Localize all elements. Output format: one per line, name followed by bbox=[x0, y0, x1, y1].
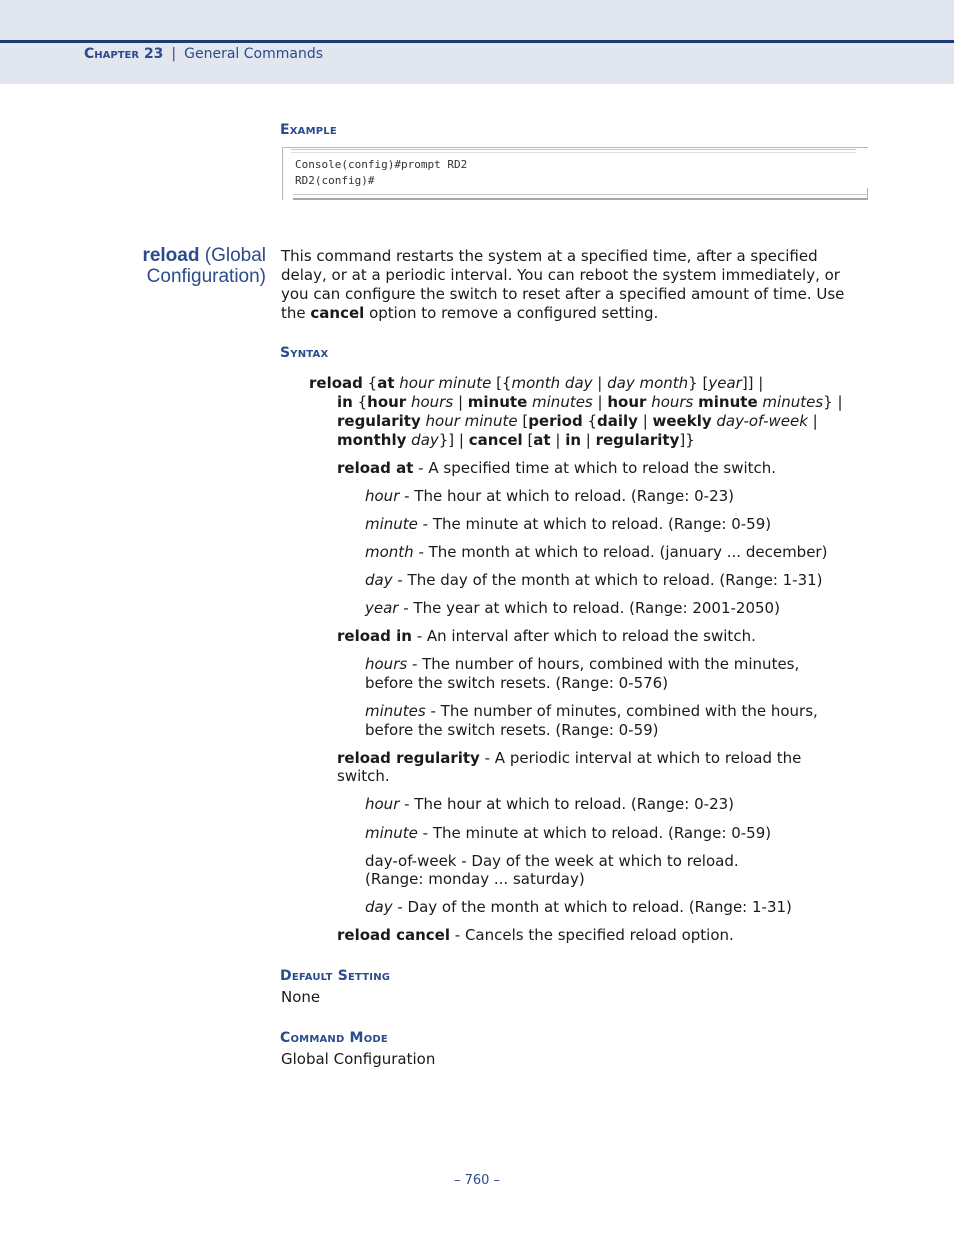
description-line: the cancel option to remove a configured setting. bbox=[281, 304, 659, 322]
param-description: - The month at which to reload. (january ... december) bbox=[413, 543, 828, 561]
chapter-label: Chapter 23 bbox=[84, 46, 164, 62]
code-example-box bbox=[282, 147, 868, 200]
param-description: - The minute at which to reload. (Range: 0-59) bbox=[417, 515, 772, 533]
header-separator: | bbox=[171, 46, 177, 62]
param-item-continued: before the switch resets. (Range: 0-576) bbox=[365, 674, 669, 692]
param-keyword: reload at bbox=[337, 459, 414, 477]
description-line: This command restarts the system at a specified time, after a specified bbox=[281, 247, 818, 265]
default-setting-heading: Default Setting bbox=[280, 968, 391, 984]
command-title bbox=[142, 245, 266, 287]
param-description: - A periodic interval at which to reload the bbox=[479, 749, 802, 767]
param-item bbox=[365, 898, 792, 917]
param-description: - The number of hours, combined with the minutes, bbox=[407, 655, 800, 673]
param-description: - The year at which to reload. (Range: 2001-2050) bbox=[398, 599, 780, 617]
param-description: - The hour at which to reload. (Range: 0-23) bbox=[399, 487, 735, 505]
param-description: - The minute at which to reload. (Range: 0-59) bbox=[417, 824, 772, 842]
reload-cancel-item bbox=[337, 926, 734, 945]
syntax-heading: Syntax bbox=[280, 345, 329, 361]
param-name: minute bbox=[365, 515, 418, 533]
code-box-top-rule bbox=[291, 149, 856, 153]
code-line: Console(config)#prompt RD2 bbox=[295, 158, 468, 171]
param-item bbox=[365, 599, 780, 618]
section-label: General Commands bbox=[184, 46, 324, 62]
param-item bbox=[365, 487, 734, 506]
param-description: - The day of the month at which to reload. (Range: 1-31) bbox=[392, 571, 823, 589]
param-description: - Cancels the specified reload option. bbox=[450, 926, 734, 944]
command-mode-value: Global Configuration bbox=[281, 1050, 436, 1068]
param-name: month bbox=[365, 543, 414, 561]
param-keyword: reload regularity bbox=[337, 749, 480, 767]
description-line: delay, or at a periodic interval. You can reboot the system immediately, or bbox=[281, 266, 840, 284]
description-line: you can configure the switch to reset after a specified amount of time. Use bbox=[281, 285, 845, 303]
param-item bbox=[365, 824, 771, 843]
param-name: minute bbox=[365, 824, 418, 842]
param-name: day bbox=[365, 898, 393, 916]
param-item-continued: switch. bbox=[337, 767, 390, 785]
syntax-line: regularity hour minute [period {daily | weekly day-of-week | bbox=[337, 412, 818, 430]
param-name: hour bbox=[365, 795, 400, 813]
param-description: - Day of the month at which to reload. (Range: 1-31) bbox=[392, 898, 792, 916]
syntax-line: reload {at hour minute [{month day | day month} [year]] | bbox=[309, 374, 764, 392]
command-mode-heading: Command Mode bbox=[280, 1030, 388, 1046]
default-setting-value: None bbox=[281, 988, 321, 1006]
command-context: (Global bbox=[204, 245, 266, 266]
example-heading: Example bbox=[280, 122, 337, 138]
running-header bbox=[84, 46, 323, 62]
param-description: - The number of minutes, combined with the hours, bbox=[425, 702, 818, 720]
param-name: day bbox=[365, 571, 393, 589]
reload-at-item bbox=[337, 459, 776, 478]
param-item: day-of-week - Day of the week at which to reload. bbox=[365, 852, 739, 870]
param-description: - A specified time at which to reload the switch. bbox=[413, 459, 777, 477]
command-name: reload bbox=[142, 245, 200, 266]
param-item bbox=[365, 571, 823, 590]
param-item-continued: (Range: monday ... saturday) bbox=[365, 870, 585, 888]
code-box-bottom-rule bbox=[293, 194, 868, 200]
code-block bbox=[295, 157, 467, 189]
header-rule bbox=[0, 40, 954, 43]
param-item bbox=[365, 655, 799, 674]
param-item-continued: before the switch resets. (Range: 0-59) bbox=[365, 721, 659, 739]
param-item bbox=[365, 795, 734, 814]
param-name: minutes bbox=[365, 702, 426, 720]
param-keyword: reload in bbox=[337, 627, 412, 645]
param-item bbox=[365, 543, 827, 562]
param-description: - An interval after which to reload the switch. bbox=[411, 627, 756, 645]
param-name: hours bbox=[365, 655, 408, 673]
reload-regularity-item bbox=[337, 749, 801, 768]
command-context-2: Configuration) bbox=[146, 266, 266, 287]
param-item bbox=[365, 515, 771, 534]
page-number: – 760 – bbox=[453, 1173, 501, 1188]
param-item bbox=[365, 702, 818, 721]
param-name: hour bbox=[365, 487, 400, 505]
reload-in-item bbox=[337, 627, 756, 646]
code-line: RD2(config)# bbox=[295, 174, 375, 187]
param-description: - The hour at which to reload. (Range: 0-23) bbox=[399, 795, 735, 813]
param-name: year bbox=[365, 599, 399, 617]
param-keyword: reload cancel bbox=[337, 926, 450, 944]
syntax-line: in {hour hours | minute minutes | hour hours minute minutes} | bbox=[337, 393, 843, 411]
syntax-line: monthly day}] | cancel [at | in | regularity]} bbox=[337, 431, 695, 449]
